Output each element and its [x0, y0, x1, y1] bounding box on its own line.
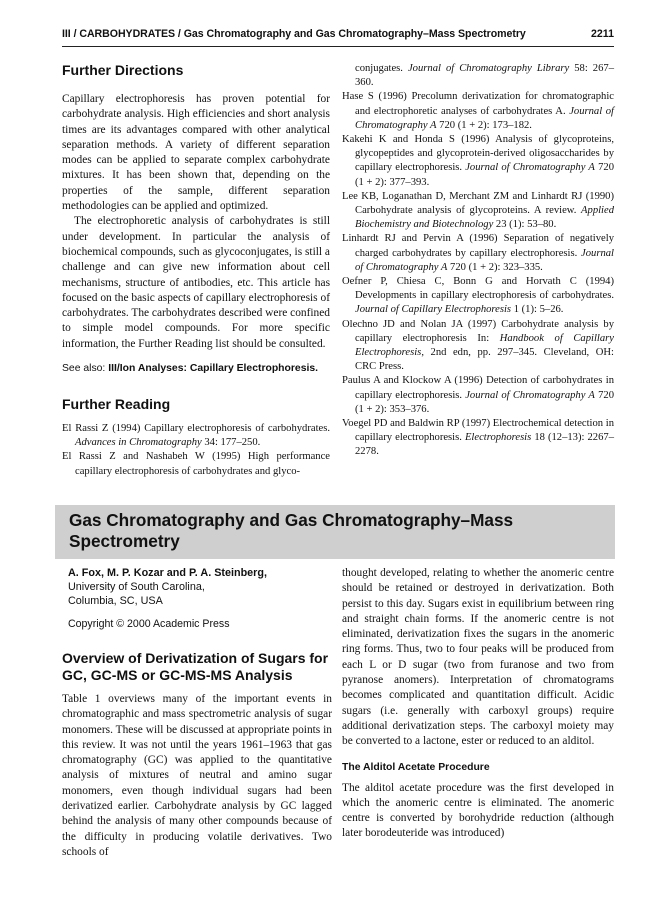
further-reading-list-left — [62, 422, 330, 479]
see-also — [62, 362, 330, 376]
reference-item: Hase S (1996) Precolumn derivatization for chromatographic and electrophoretic analyses of carbohydrates A. Journal of Chromatography A 720 (1 + 2): 173–182. — [342, 91, 614, 131]
affiliation-location: Columbia, SC, USA — [68, 595, 163, 607]
reference-item: Olechno JD and Nolan JA (1997) Carbohydrate analysis by capillary electrophoresis In: Handbook of Capillary Electrophoresis, 2nd edn, pp. 297–345. Cleveland, OH: CRC Press. — [342, 318, 614, 373]
affiliation-university: University of South Carolina, — [68, 581, 205, 593]
further-directions-heading: Further Directions — [62, 62, 184, 78]
overview-heading: Overview of Derivatization of Sugars for GC, GC-MS or GC-MS-MS Analysis — [62, 650, 329, 683]
further-directions-paragraph-2: The electrophoretic analysis of carbohydrates is still under development. In particular the analysis of biochemical compounds, such as glycoconjugates, is still a challenge and can give new information about cell mechanisms, structure of antibodies, etc. This article has focused on the basic aspects of capillary electrophoresis of carbohydrates. The carbohydrates described were confined to simple model compounds. For more specific information, the Further Reading list should be consulted. — [62, 215, 330, 350]
reference-item: Voegel PD and Baldwin RP (1997) Electrochemical detection in capillary electrophoresis. Electrophoresis 18 (12–13): 2267–2278. — [342, 418, 614, 458]
author-names: A. Fox, M. P. Kozar and P. A. Steinberg, — [68, 567, 267, 579]
reference-item: Kakehi K and Honda S (1996) Analysis of glycoproteins, glycopeptides and glycoprotein-derived oligosaccharides by capillary electrophoresis. Journal of Chromatography A 720 (1 + 2): 377–393. — [342, 134, 614, 188]
alditol-heading: The Alditol Acetate Procedure — [342, 761, 490, 773]
reference-item: Oefner P, Chiesa C, Bonn G and Horvath C (1994) Developments in capillary electrophoresis of carbohydrates. Journal of Capillary Electrophoresis 1 (1): 5–26. — [342, 276, 614, 316]
further-directions-section — [62, 62, 330, 479]
reference-item: Lee KB, Loganathan D, Merchant ZM and Linhardt RJ (1990) Carbohydrate analysis of glycoproteins. A review. Applied Biochemistry and Biotechnology 23 (1): 53–80. — [342, 190, 614, 231]
page-number: 2211 — [591, 28, 614, 40]
reference-item: El Rassi Z and Nashabeh W (1995) High performance capillary electrophoresis of carbohydrates and glyco- — [62, 451, 330, 477]
see-also-link[interactable]: III/Ion Analyses: Capillary Electrophoresis. — [108, 363, 319, 375]
further-directions-paragraph-1: Capillary electrophoresis has proven potential for carbohydrate analysis. High efficiencies and short analysis times are its advantages compared with other analytical separation methods. A variety of different separation modes can be applied to separate complex carbohydrate mixtures. It has been shown that, depending on the properties of the sample, different separation methodologies can be applied and optimized. — [62, 93, 330, 213]
reference-item: Linhardt RJ and Pervin A (1996) Separation of negatively charged carbohydrates by capillary electrophoresis. Journal of Chromatography A 720 (1 + 2): 323–335. — [342, 233, 614, 273]
header-rule — [62, 46, 614, 47]
further-reading-list-right — [342, 62, 614, 460]
running-header — [62, 28, 614, 44]
reference-item: El Rassi Z (1994) Capillary electrophoresis of carbohydrates. Advances in Chromatography 34: 177–250. — [62, 423, 330, 449]
running-title: III / CARBOHYDRATES / Gas Chromatography and Gas Chromatography–Mass Spectrometry — [62, 28, 526, 40]
reference-item-continued: conjugates. Journal of Chromatography Library 58: 267–360. — [355, 63, 614, 89]
reference-item: Paulus A and Klockow A (1996) Detection of carbohydrates in capillary electrophoresis. Journal of Chromatography A 720 (1 + 2): 353–376. — [342, 375, 614, 415]
article-left-column — [62, 566, 332, 860]
anomeric-paragraph: thought developed, relating to whether the anomeric centre should be retained or destroyed in derivatization. Both persist to this day. Sugars exist in equilibrium between ring and straight chain forms. If the anomeric centre is not eliminated, derivatization fixes the sugars in the anomeric ring forms. Thus, two to four peaks will be produced from each L or D sugar (two from furanose and two from pyranose anomers). Interpretation of chromatograms becomes complicated and quantitation difficult. Acidic sugars (i.e. generally with carboxyl groups) require additional derivatization steps. The carboxyl moiety may be converted to a lactone, ester or reduced to an alditol. — [342, 567, 614, 748]
article-title-band — [55, 505, 615, 559]
article-title: Gas Chromatography and Gas Chromatography–Mass Spectrometry — [69, 510, 514, 551]
see-also-label: See also: — [62, 363, 106, 375]
further-reading-heading: Further Reading — [62, 396, 171, 413]
author-block — [62, 566, 332, 608]
overview-paragraph: Table 1 overviews many of the important events in chromatographic and mass spectrometric analysis of sugar monomers. These will be discussed at appropriate points in this review. It was not until the years 1961–1963 that gas chromatography (GC) was applied to the quantitative analysis of mixtures of neutral and amino sugar monomers, even though individual sugars had been derivatized earlier. Carbohydrate analysis by GC lagged behind the analysis of many other compounds because of the difficulty in producing volatile derivatives. Two schools of — [62, 693, 332, 858]
article-right-column — [342, 566, 614, 842]
alditol-paragraph: The alditol acetate procedure was the first developed in which the anomeric centre is eliminated. The anomeric centre is converted by borohydride reduction (although later borodeuteride was introduced) — [342, 781, 614, 840]
copyright-line: Copyright © 2000 Academic Press — [68, 618, 230, 630]
